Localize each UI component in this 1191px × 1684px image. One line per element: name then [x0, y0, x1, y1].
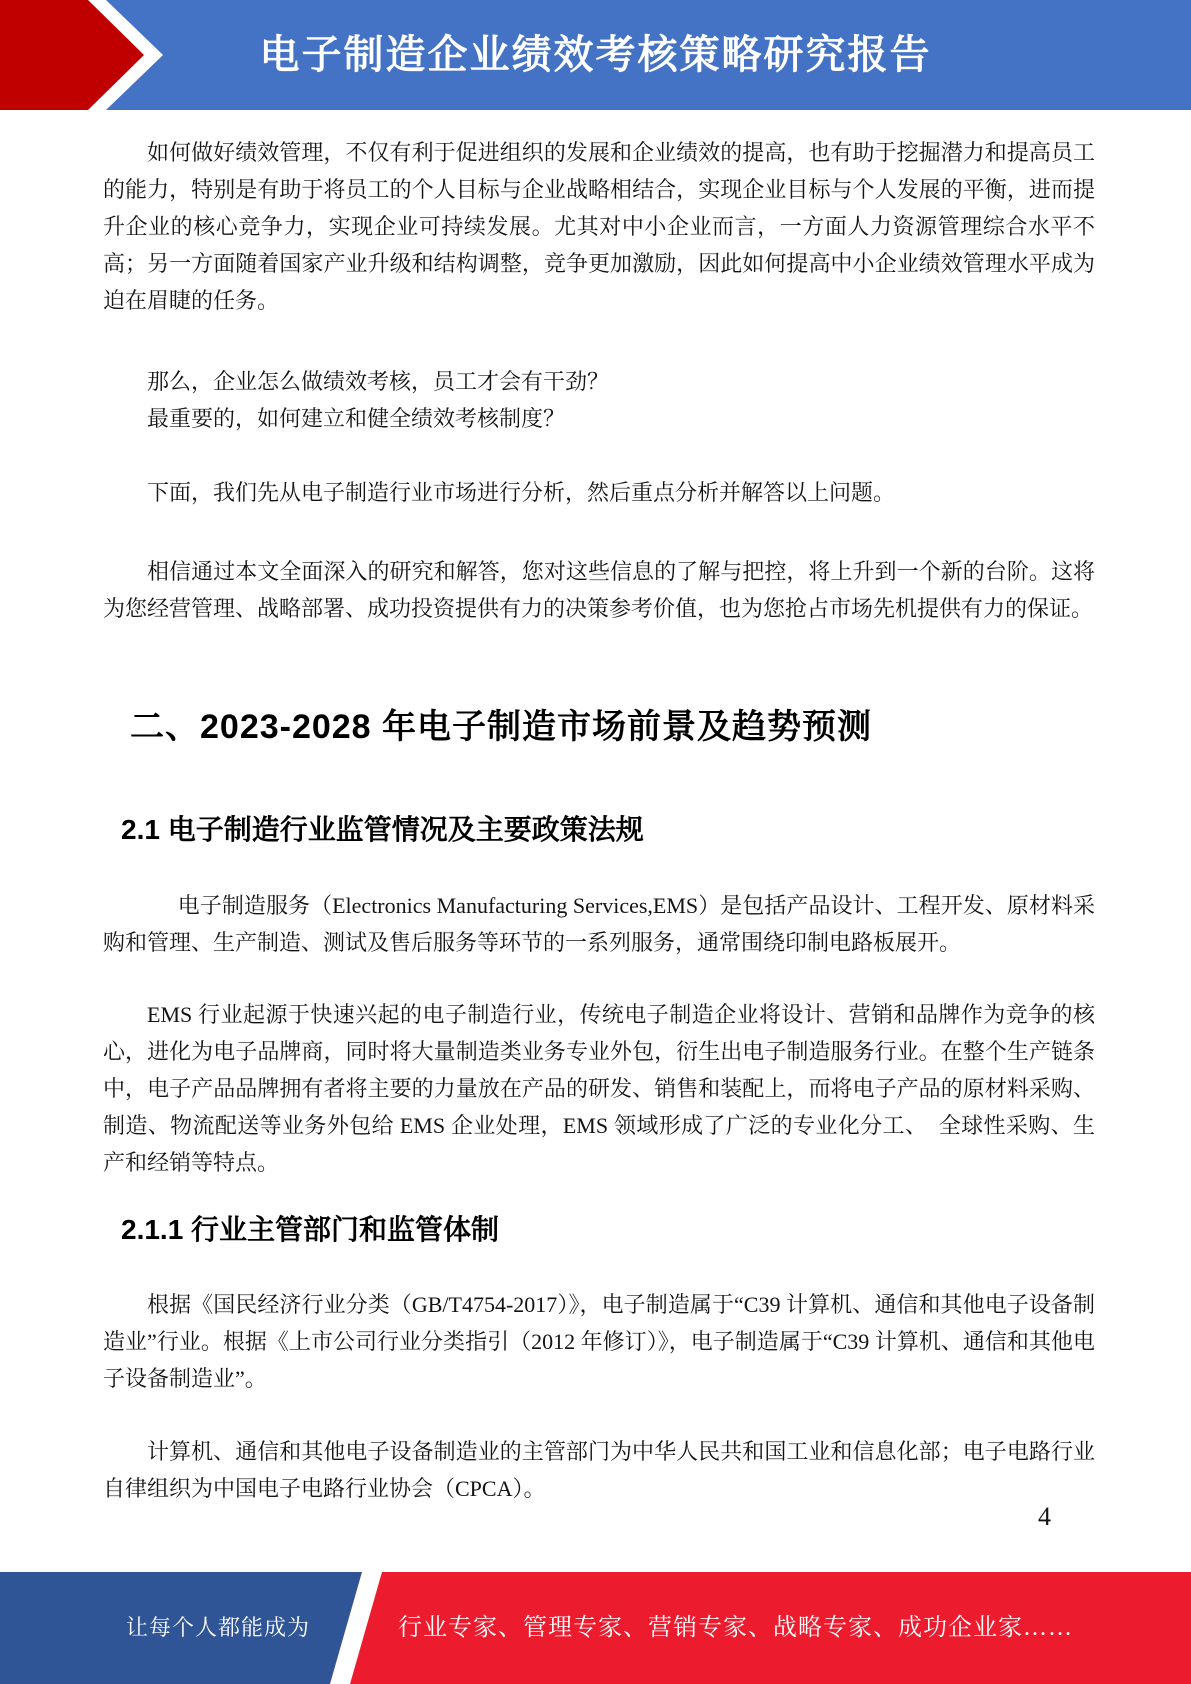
- header-banner: [0, 0, 1191, 110]
- paragraph-question-1: 那么，企业怎么做绩效考核，员工才会有干劲？: [147, 369, 610, 394]
- footer-banner: [0, 1572, 1191, 1684]
- paragraph-ems-definition: 电子制造服务（Electronics Manufacturing Services,EMS）是包括产品设计、工程开发、原材料采购和管理、生产制造、测试及售后服务等环节的一系列服务，通常围绕印制电路板展开。: [103, 893, 1095, 955]
- paragraph-ems-origin: EMS 行业起源于快速兴起的电子制造行业，传统电子制造企业将设计、营销和品牌作为竞争的核心，进化为电子品牌商，同时将大量制造类业务专业外包，衍生出电子制造服务行业。在整个生产链条中，电子产品品牌拥有者将主要的力量放在产品的研发、销售和装配上，而将电子产品的原材料采购、制造、物流配送等业务外包给 EMS 企业处理，EMS 领域形成了广泛的专业化分工、 全球性采购、生产和经销等特点。: [103, 1002, 1095, 1175]
- paragraph-intro: 如何做好绩效管理，不仅有利于促进组织的发展和企业绩效的提高，也有助于挖掘潜力和提高员工的能力，特别是有助于将员工的个人目标与企业战略相结合，实现企业目标与个人发展的平衡，进而提升企业的核心竞争力，实现企业可持续发展。尤其对中小企业而言，一方面人力资源管理综合水平不高；另一方面随着国家产业升级和结构调整，竞争更加激励，因此如何提高中小企业绩效管理水平成为迫在眉睫的任务。: [103, 140, 1095, 313]
- footer-right-tagline: 行业专家、管理专家、营销专家、战略专家、成功企业家……: [398, 1615, 1073, 1641]
- paragraph-question-2: 最重要的，如何建立和健全绩效考核制度？: [147, 406, 566, 431]
- section-heading-2-1-1: 2.1.1 行业主管部门和监管体制: [121, 1214, 500, 1245]
- paragraph-regulator: 计算机、通信和其他电子设备制造业的主管部门为中华人民共和国工业和信息化部；电子电路行业自律组织为中国电子电路行业协会（CPCA）。: [103, 1439, 1095, 1501]
- footer-left-tagline: 让每个人都能成为: [126, 1615, 311, 1640]
- report-title: 电子制造企业绩效考核策略研究报告: [259, 33, 932, 77]
- section-heading-2-1: 2.1 电子制造行业监管情况及主要政策法规: [121, 814, 644, 845]
- paragraph-transition: 下面，我们先从电子制造行业市场进行分析，然后重点分析并解答以上问题。: [147, 480, 896, 505]
- page-number: 4: [1038, 1502, 1051, 1531]
- paragraph-promise: 相信通过本文全面深入的研究和解答，您对这些信息的了解与把控，将上升到一个新的台阶。这将为您经营管理、战略部署、成功投资提供有力的决策参考价值，也为您抢占市场先机提供有力的保证。: [103, 559, 1095, 621]
- paragraph-classification: 根据《国民经济行业分类（GB/T4754-2017）》，电子制造属于“C39 计算机、通信和其他电子设备制造业”行业。根据《上市公司行业分类指引（2012 年修订）》，电子制造属于“C39 计算机、通信和其他电子设备制造业”。: [103, 1292, 1095, 1391]
- chapter-heading: 二、2023-2028 年电子制造市场前景及趋势预测: [130, 708, 873, 746]
